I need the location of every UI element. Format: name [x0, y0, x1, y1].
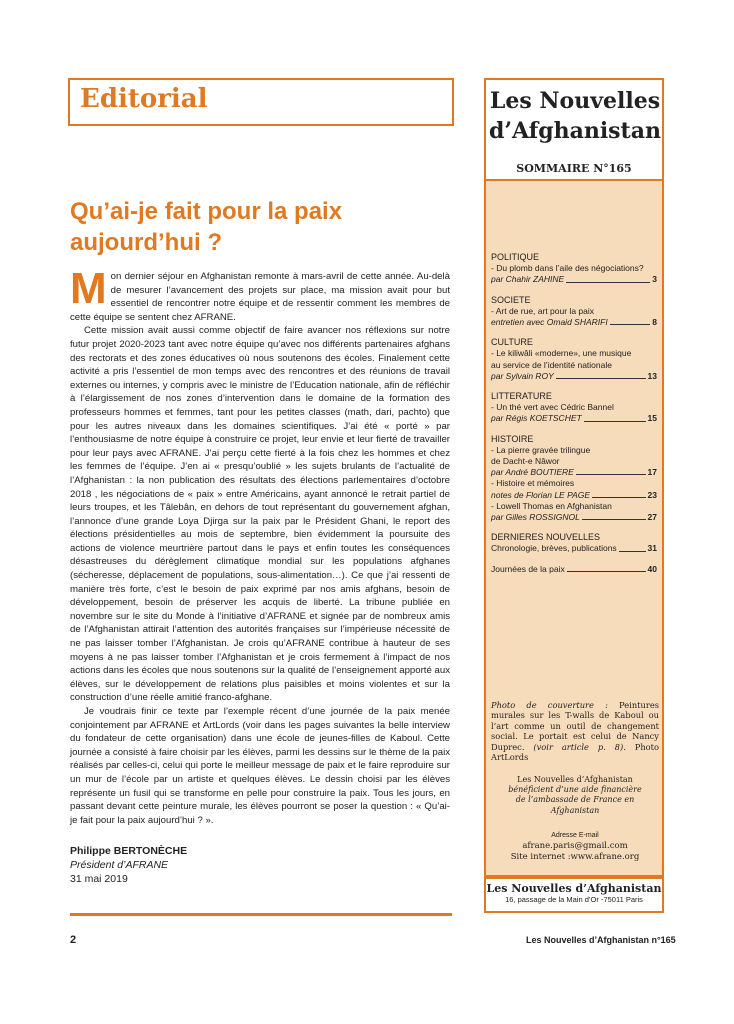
toc-entry[interactable] [491, 564, 657, 575]
toc-entry[interactable] [491, 306, 657, 317]
table-of-contents [491, 252, 657, 584]
website-link[interactable]: Site internet :www.afrane.org [510, 852, 640, 862]
publisher-address: 16, passage de la Main d’Or -75011 Paris [505, 895, 643, 904]
toc-entry[interactable] [491, 413, 657, 424]
article-paragraph: Je voudrais finir ce texte par l’exemple récent d’une journée de la paix menée conjointement par AFRANE et ArtLords (voir dans les pages suivantes la belle interview du fondateur de cette organisation) dans une école de jeunes-filles de Kaboul. Cette journée a consisté à faire choisir par les élèves, parmi les dessins sur le thème de la paix réalisés par celles-ci, celui qui porte le meilleur message de paix et le faire reproduire sur un mur de l’école par un artiste et quelques élèves. Le dessin choisi par les élèves représente un fusil qui se transforme en pelle pour construire la paix. Tous les jours, en passant devant cette peinture murale, les élèves pourront se poser la question : « Qu’ai-je fait pour la paix aujourd’hui ? ». [70, 706, 450, 826]
toc-leader [584, 421, 646, 422]
page-number: 2 [70, 934, 77, 946]
email-link[interactable]: afrane.paris@gmail.com [522, 841, 628, 851]
toc-entry[interactable] [491, 263, 657, 274]
toc-leader [556, 378, 646, 379]
publisher-box [484, 877, 664, 913]
toc-entry-text: - Le kiliwâli «moderne», une musique [491, 348, 632, 359]
masthead: Les Nouvelles d’Afghanistan [489, 88, 661, 144]
toc-leader [567, 571, 646, 572]
toc-entry-text: entretien avec Omaid SHARIFI [491, 317, 608, 328]
toc-section [491, 564, 657, 575]
toc-entry[interactable] [491, 467, 657, 478]
toc-section [491, 295, 657, 329]
toc-section-title: CULTURE [491, 337, 533, 348]
article-date: 31 mai 2019 [70, 873, 128, 885]
toc-section-title: DERNIERES NOUVELLES [491, 532, 601, 543]
cover-caption: Photo de couverture : Peintures murales sur les T-walls de Kaboul ou l’art comme un outil de changement social. Le portait est celui de Nancy Duprec. (voir article p. 8). Photo ArtLords [491, 700, 659, 763]
toc-entry[interactable] [491, 543, 657, 554]
funding-notice: Les Nouvelles d’Afghanistan bénéficient d’une aide financière de l’ambassade de France en Afghanistan [508, 775, 642, 815]
toc-entry[interactable] [491, 402, 657, 413]
toc-entry-text: par Régis KOETSCHET [491, 413, 582, 424]
toc-section-title: SOCIETE [491, 294, 531, 305]
toc-section [491, 337, 657, 382]
bottom-rule [70, 913, 452, 916]
toc-section-title: POLITIQUE [491, 252, 540, 262]
toc-page-number: 40 [647, 563, 657, 574]
toc-entry[interactable] [491, 512, 657, 523]
toc-entry-text: - Du plomb dans l’aile des négociations? [491, 263, 644, 274]
author-name: Philippe BERTONÈCHE [70, 845, 188, 857]
toc-leader [619, 551, 646, 552]
contact-info [491, 830, 659, 863]
toc-entry-text: par Chahir ZAHINE [491, 274, 565, 285]
toc-leader [610, 324, 651, 325]
toc-entry-text: - Lowell Thomas en Afghanistan [491, 500, 612, 511]
toc-page-number: 8 [652, 317, 657, 328]
toc-entry-text: - Histoire et mémoires [491, 478, 575, 489]
toc-page-number: 31 [647, 543, 657, 554]
toc-entry-text: Journées de la paix [491, 563, 565, 574]
drop-cap: M [70, 264, 107, 313]
toc-entry-text: par Sylvain ROY [491, 370, 554, 381]
publisher-title: Les Nouvelles d’Afghanistan [486, 882, 662, 895]
toc-entry[interactable] [491, 501, 657, 512]
toc-entry-text: - Un thé vert avec Cédric Bannel [491, 402, 614, 413]
article-body [70, 264, 450, 827]
toc-page-number: 3 [652, 274, 657, 285]
email-label: Adresse E-mail [551, 832, 599, 839]
signature [70, 844, 187, 886]
toc-page-number: 17 [647, 467, 657, 478]
toc-entry-text: Chronologie, brèves, publications [491, 543, 617, 554]
toc-leader [582, 519, 646, 520]
toc-page-number: 23 [647, 489, 657, 500]
toc-entry[interactable] [491, 478, 657, 489]
toc-section-title: LITTERATURE [491, 391, 552, 402]
toc-entry-text: - Art de rue, art pour la paix [491, 305, 594, 316]
toc-entry[interactable] [491, 490, 657, 501]
toc-entry-text: par Gilles ROSSIGNOL [491, 512, 580, 523]
editorial-label: Editorial [80, 84, 208, 114]
toc-leader [566, 282, 650, 283]
toc-entry-text: notes de Florian LE PAGE [491, 489, 591, 500]
article-headline: Qu’ai-je fait pour la paix aujourd’hui ? [70, 198, 343, 256]
toc-entry[interactable] [491, 348, 657, 359]
toc-leader [592, 497, 645, 498]
toc-entry[interactable] [491, 274, 657, 285]
toc-entry[interactable] [491, 371, 657, 382]
toc-entry-text: - La pierre gravée trilingue [491, 444, 591, 455]
toc-leader [576, 474, 646, 475]
author-role: Président d’AFRANE [70, 859, 169, 871]
footer-title: Les Nouvelles d’Afghanistan n°165 [526, 935, 676, 945]
toc-entry[interactable] [491, 360, 657, 371]
toc-section [491, 434, 657, 524]
editorial-header-box [68, 78, 454, 126]
toc-section [491, 391, 657, 425]
article-paragraph: Mon dernier séjour en Afghanistan remonte à mars-avril de cette année. Au-delà de mesurer l’avancement des projets sur place, ma mission avait pour but essentiel de rencontrer notre équipe et de ressentir comment les membres de cette équipe se sentent chez AFRANE. [70, 264, 450, 323]
toc-section [491, 252, 657, 286]
toc-page-number: 13 [647, 370, 657, 381]
toc-page-number: 27 [647, 512, 657, 523]
sommaire-label: SOMMAIRE N°165 [516, 162, 632, 175]
toc-page-number: 15 [647, 413, 657, 424]
article-paragraph: Cette mission avait aussi comme objectif de faire avancer nos réflexions sur notre futur projet 2020-2023 tant avec notre équipe qu’avec nos différents partenaires afghans des rectorats et des zones éducatives où nous soutenons des écoles. Finalement cette activité a pris l’essentiel de mon temps avec des rencontres et des réunions de travail externes ou internes, y compris avec le ministre de l’Education nationale, afin de réfléchir à l’élargissement de nos zones d’intervention dans le domaine de la formation des professeurs hommes et femmes, tant pour les petites classes (math, dari, pachto) que pour les autres niveaux dans les domaines scientifiques. J’ai été « porté » par l’enthousiasme de notre équipe à construire ce projet, leur envie et leur fierté de travailler pour leur pays avec AFRANE. J’ai perçu cette fierté à la fois chez les hommes et chez les femmes de l’équipe. J’en ai « presqu’oublié » les sujets brulants de l’actualité de l’Afghanistan : la non publication des résultats des élections parlementaires d’octobre 2018 , les négociations de « paix » entre Américains, ayant annoncé le retrait partiel de leurs troupes, et les Tâlebân, en dehors de tout représentant du gouvernement afghan, l’annonce d’une grande Loya Djirga sur la paix par le Président Ghani, le report des élections présidentielles au mois de septembre, bien évidemment la poursuite des actions de violence meurtrière partout dans le pays et enfin toutes les conséquences désastreuses du dérèglement climatique mondial sur les populations afghanes (sécheresse, déplacement de populations, sous-alimentation…). Ce que j’ai ressenti de manière très forte, c’est le besoin de paix exprimé par nos amis afghans, besoin de développement, besoin de préserver les acquis de liberté. La tribune publiée en novembre sur le site du Monde à l’initiative d’AFRANE et signée par de nombreux amis de l’Afghanistan attirait l’attention des autorités françaises sur l’impérieuse nécessité de ne pas laisser tomber l’Afghanistan. Je crois qu’AFRANE contribue à hauteur de ses moyens à ne pas laisser tomber l’Afghanistan et je crois fermement à l’impact de nos actions dans les écoles que nous soutenons sur la qualité de l’enseignement apporté aux élèves, sur le développement de relations plus paisibles et moins violentes et sur la construction d’une réelle amitié franco-afghane. [70, 325, 450, 704]
toc-entry[interactable] [491, 456, 657, 467]
toc-section-title: HISTOIRE [491, 433, 534, 444]
toc-section [491, 532, 657, 554]
toc-entry-text: au service de l’identité nationale [491, 359, 612, 370]
toc-entry-text: de Dacht-e Nâwor [491, 456, 560, 467]
toc-entry[interactable] [491, 317, 657, 328]
toc-entry[interactable] [491, 445, 657, 456]
toc-entry-text: par André BOUTIERE [491, 467, 574, 478]
